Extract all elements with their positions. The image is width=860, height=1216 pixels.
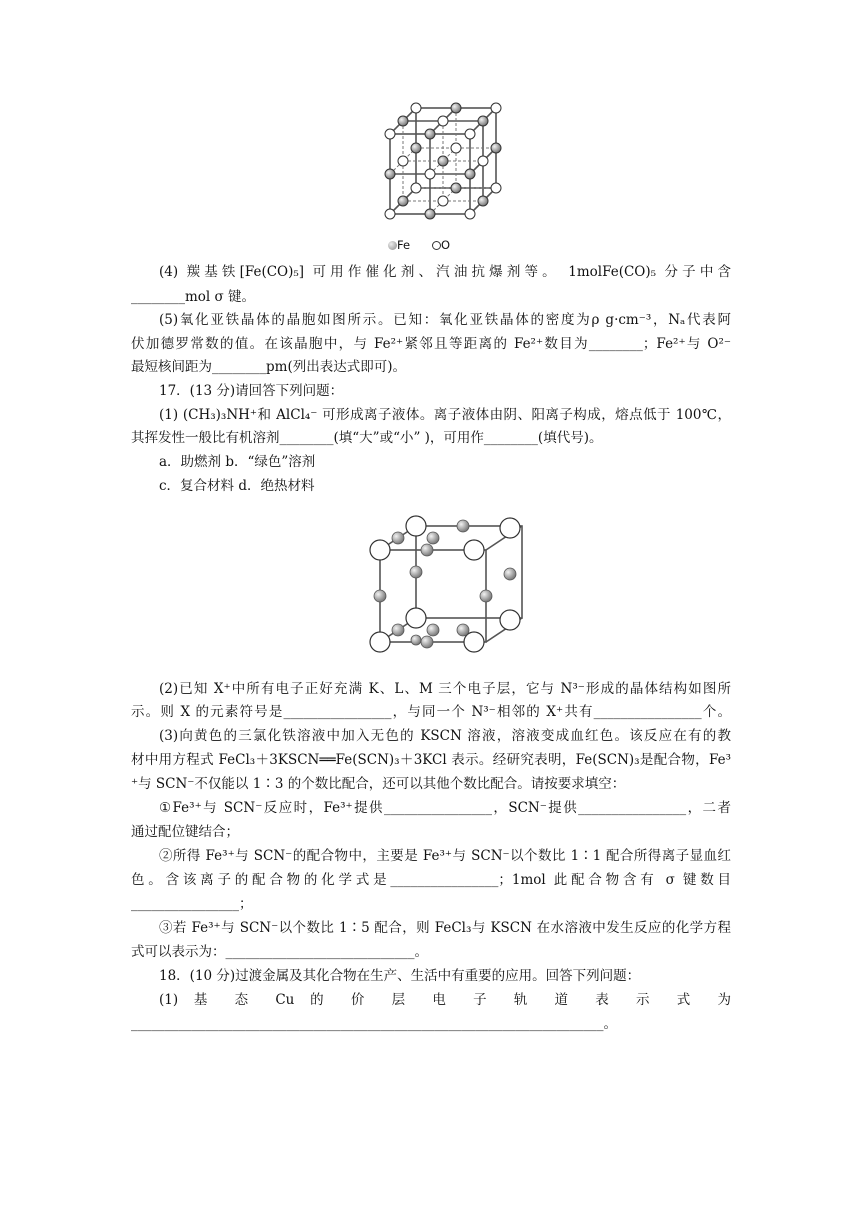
text-line: 式可以表示为：____________________________。: [131, 944, 428, 960]
text-line: (1) (CH₃)₃NH⁺和 AlCl₄⁻ 可形成离子液体。离子液体由阴、阳离子构成，熔点低于 100℃，: [159, 407, 731, 423]
text-line: c．复合材料 d．绝热材料: [159, 478, 315, 494]
text-line: 色。含该离子的配合物的化学式是________________；1mol 此配合物含有 σ 键数目: [131, 872, 731, 888]
x3n-crystal-figure: [360, 512, 524, 662]
text-line: 其挥发性一般比有机溶剂________(填“大”或“小” )，可用作________(填代号)。: [131, 430, 603, 446]
text-line: (1) 基 态 Cu 的 价 层 电 子 轨 道 表 示 式 为: [159, 992, 731, 1008]
text-line: 最短核间距为________pm(列出表达式即可)。: [131, 359, 406, 375]
text-line: 伏加德罗常数的值。在该晶胞中，与 Fe²⁺紧邻且等距离的 Fe²⁺数目为________；Fe²⁺与 O²⁻: [131, 336, 731, 352]
text-line: (5)氧化亚铁晶体的晶胞如图所示。已知：氧化亚铁晶体的密度为ρ g·cm⁻³，Nₐ代表阿: [159, 312, 731, 328]
text-line: 材中用方程式 FeCl₃＋3KSCN══Fe(SCN)₃＋3KCl 表示。经研究表明，Fe(SCN)₃是配合物，Fe³: [131, 752, 731, 768]
text-line: 示。则 X 的元素符号是________________，与同一个 N³⁻相邻的 X⁺共有________________个。: [131, 704, 731, 720]
figure-legend: [388, 238, 450, 252]
text-line: (4) 羰基铁[Fe(CO)₅] 可用作催化剂、汽油抗爆剂等。 1molFe(CO)₅ 分子中含: [159, 264, 731, 280]
text-line: (3)向黄色的三氯化铁溶液中加入无色的 KSCN 溶液，溶液变成血红色。该反应在有的教: [159, 728, 731, 744]
text-line: ②所得 Fe³⁺与 SCN⁻的配合物中，主要是 Fe³⁺与 SCN⁻以个数比 1∶1 配合所得离子显血红: [159, 848, 731, 864]
text-line: 18．(10 分)过渡金属及其化合物在生产、生活中有重要的应用。回答下列问题：: [159, 968, 641, 984]
text-line: ________mol σ 键。: [131, 289, 256, 305]
text-line: ________________；: [131, 896, 253, 912]
text-line: 通过配位键结合；: [131, 824, 239, 840]
text-line: (2)已知 X⁺中所有电子正好充满 K、L、M 三个电子层，它与 N³⁻形成的晶体结构如图所: [159, 681, 731, 697]
text-line: ______________________________________________________________________。: [131, 1016, 617, 1032]
feo-unit-cell-figure: [376, 100, 516, 260]
o-legend-icon: [432, 241, 441, 250]
text-line: ⁺与 SCN⁻不仅能以 1∶3 的个数比配合，还可以其他个数比配合。请按要求填空：: [131, 776, 626, 792]
legend-fe-label: Fe: [397, 238, 411, 252]
legend-o-label: O: [441, 238, 451, 252]
fe-legend-icon: [388, 241, 397, 250]
text-line: ③若 Fe³⁺与 SCN⁻以个数比 1∶5 配合，则 FeCl₃与 KSCN 在水溶液中发生反应的化学方程: [159, 920, 731, 936]
text-line: 17．(13 分)请回答下列问题：: [159, 383, 344, 399]
text-line: ①Fe³⁺与 SCN⁻反应时，Fe³⁺提供________________，SCN⁻提供________________，二者: [159, 800, 731, 816]
text-line: a．助燃剂 b．“绿色”溶剂: [159, 454, 316, 470]
